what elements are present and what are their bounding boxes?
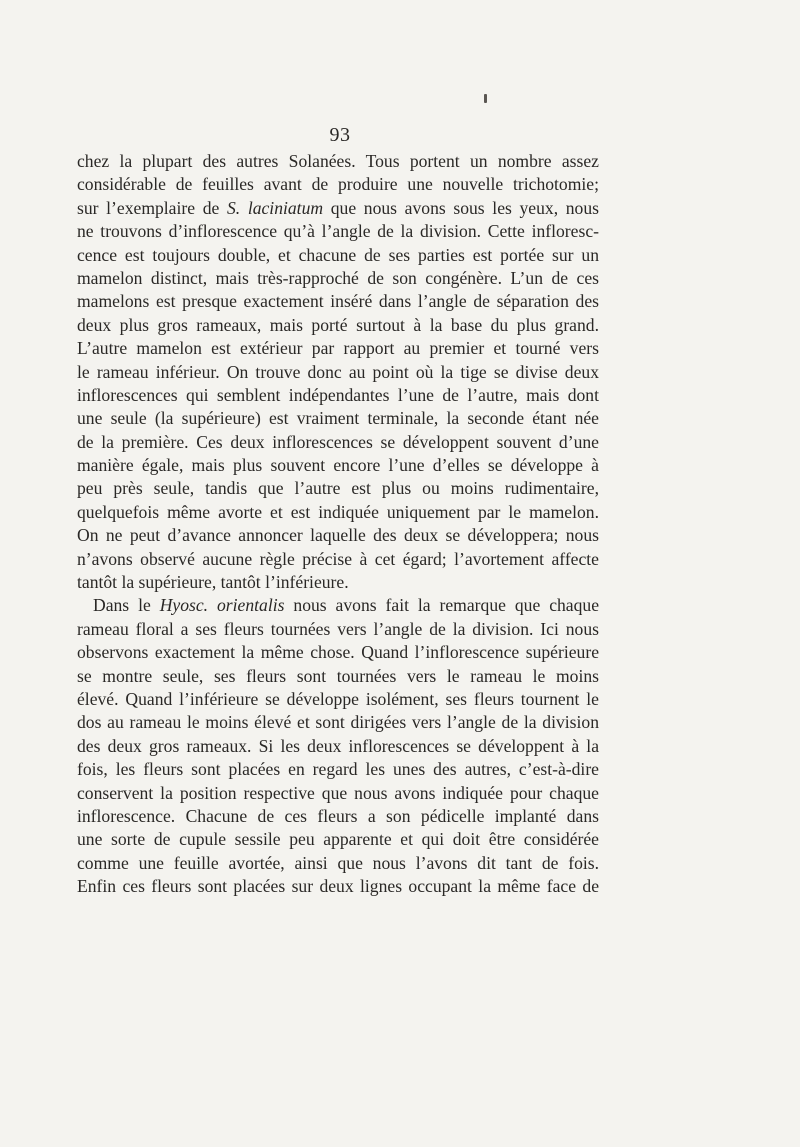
text-line: conservent la position respective que nous avons indiquée pour chaque (77, 782, 599, 803)
text-line: de la première. Ces deux inflorescences se développent souvent d’une (77, 431, 599, 452)
text-line: L’autre mamelon est extérieur par rapport au premier et tourné vers (77, 338, 599, 359)
text-line: quelquefois même avorte et est indiquée uniquement par le mamelon. (77, 501, 599, 522)
text-line: mamelons est presque exactement inséré dans l’angle de séparation des (77, 291, 599, 312)
page-number: 93 (329, 124, 351, 146)
text-line: chez la plupart des autres Solanées. Tous portent un nombre assez (77, 151, 599, 171)
text-line: Dans le Hyosc. orientalis nous avons fait la remarque que chaque (93, 595, 599, 616)
text-line: le rameau inférieur. On trouve donc au point où la tige se divise deux (77, 361, 599, 382)
text-line: comme une feuille avortée, ainsi que nous l’avons dit tant de fois. (77, 852, 599, 873)
text-line: Enfin ces fleurs sont placées sur deux lignes occupant la même face de (77, 876, 599, 897)
text-line: peu près seule, tandis que l’autre est plus ou moins rudimentaire, (77, 478, 599, 499)
text-line: élevé. Quand l’inférieure se développe isolément, ses fleurs tournent le (77, 688, 599, 709)
text-line: dos au rameau le moins élevé et sont dirigées vers l’angle de la division (77, 712, 599, 733)
text-line: manière égale, mais plus souvent encore l’une d’elles se développe à (77, 455, 599, 476)
ink-mark (484, 94, 487, 103)
text-line: On ne peut d’avance annoncer laquelle des deux se développera; nous (77, 525, 599, 546)
text-line: ne trouvons d’inflorescence qu’à l’angle de la division. Cette infloresc- (77, 221, 599, 242)
text-line: mamelon distinct, mais très-rapproché de son congénère. L’un de ces (77, 267, 599, 288)
text-line: des deux gros rameaux. Si les deux inflorescences se développent à la (77, 735, 599, 756)
text-line: n’avons observé aucune règle précise à cet égard; l’avortement affecte (77, 548, 599, 569)
text-line: sur l’exemplaire de S. laciniatum que nous avons sous les yeux, nous (77, 197, 599, 218)
text-line: cence est toujours double, et chacune de ses parties est portée sur un (77, 244, 599, 265)
text-line: inflorescences qui semblent indépendantes l’une de l’autre, mais dont (77, 384, 599, 405)
text-line: fois, les fleurs sont placées en regard les unes des autres, c’est-à-dire (77, 759, 599, 780)
text-line: considérable de feuilles avant de produire une nouvelle trichotomie; (77, 174, 599, 195)
text-line: rameau floral a ses fleurs tournées vers l’angle de la division. Ici nous (77, 618, 599, 639)
text-line: une sorte de cupule sessile peu apparente et qui doit être considérée (77, 829, 599, 850)
text-line: se montre seule, ses fleurs sont tournées vers le rameau le moins (77, 665, 599, 686)
text-line: tantôt la supérieure, tantôt l’inférieure. (77, 572, 349, 593)
body-text (77, 150, 599, 899)
text-line: observons exactement la même chose. Quand l’inflorescence supérieure (77, 642, 599, 663)
text-line: inflorescence. Chacune de ces fleurs a son pédicelle implanté dans (77, 805, 599, 826)
text-line: deux plus gros rameaux, mais porté surtout à la base du plus grand. (77, 314, 599, 335)
text-line: une seule (la supérieure) est vraiment terminale, la seconde étant née (77, 408, 599, 429)
